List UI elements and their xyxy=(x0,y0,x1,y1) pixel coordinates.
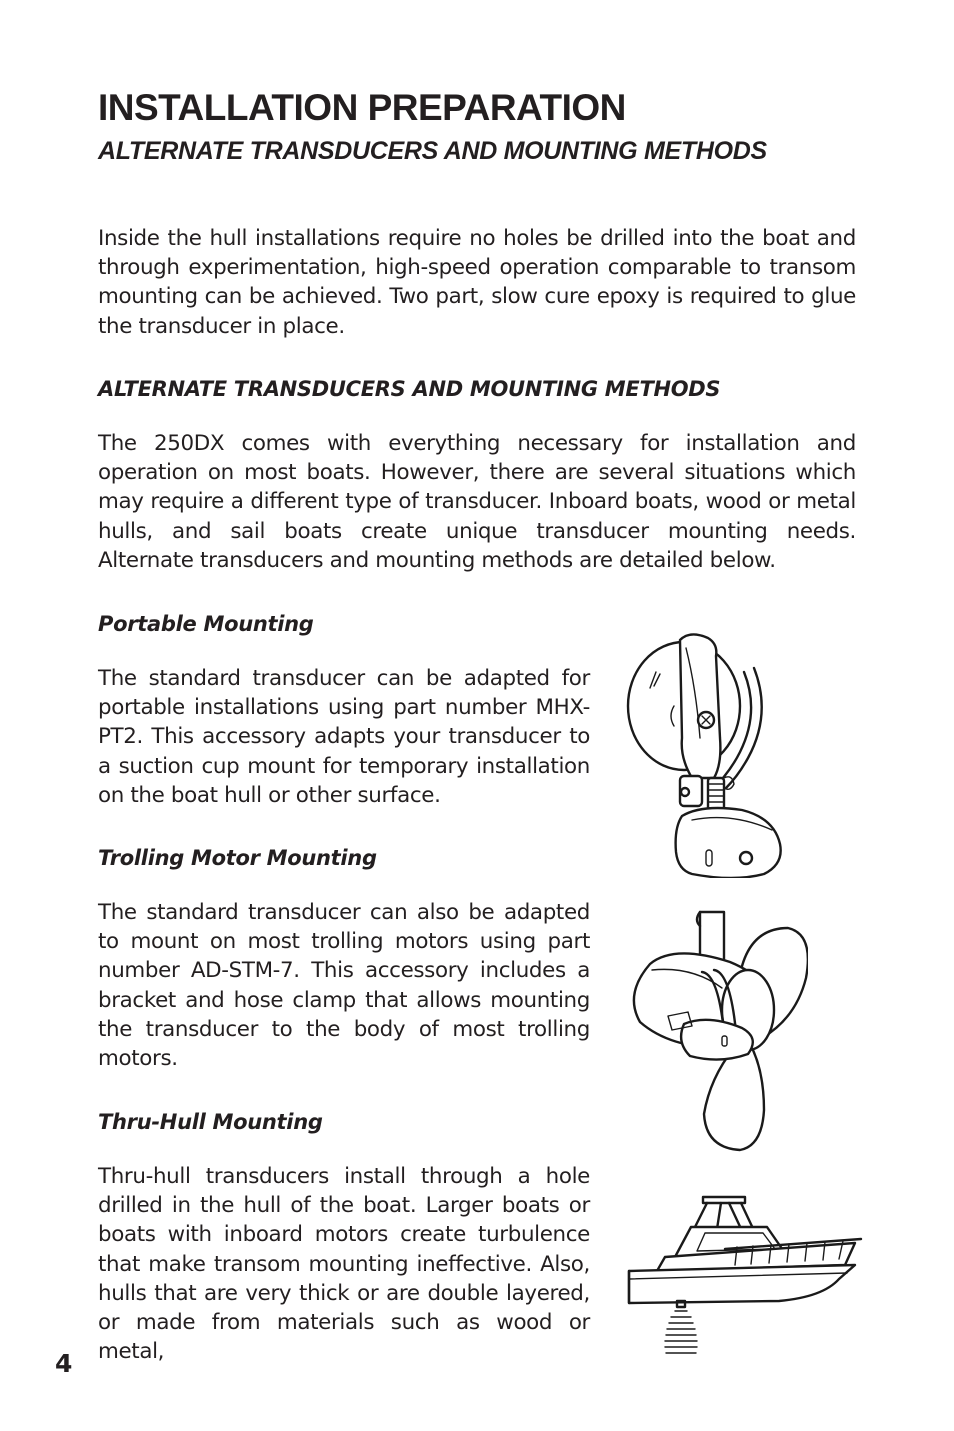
section-heading-alternate: ALTERNATE TRANSDUCERS AND MOUNTING METHODS xyxy=(98,377,721,401)
portable-paragraph: The standard transducer can be adapted for portable installations using part number MHX-PT2. This accessory adapts your transducer to a suction cup mount for temporary installation on the boat hull or other surface. xyxy=(98,666,590,808)
page-subtitle: ALTERNATE TRANSDUCERS AND MOUNTING METHODS xyxy=(98,137,767,165)
page-title: INSTALLATION PREPARATION xyxy=(98,87,626,128)
page-number: 4 xyxy=(55,1349,73,1378)
thruhull-paragraph: Thru-hull transducers install through a hole drilled in the hull of the boat. Larger boats or boats with inboard motors create turbulence that make transom mounting ineffective. Also, hulls that are very thick or are double layered, or made from materials such as wood or metal, xyxy=(98,1164,590,1365)
section-heading-portable: Portable Mounting xyxy=(98,612,314,636)
section-heading-trolling: Trolling Motor Mounting xyxy=(98,846,377,870)
suction-cup-mount-illustration xyxy=(622,628,792,878)
section-heading-thruhull: Thru-Hull Mounting xyxy=(98,1110,323,1134)
trolling-motor-mount-illustration xyxy=(628,908,808,1156)
intro-paragraph: Inside the hull installations require no holes be drilled into the boat and through experimentation, high-speed operation comparable to transom mounting can be achieved. Two part, slow cure epoxy is required to glue the transducer in place. xyxy=(98,226,856,339)
trolling-paragraph: The standard transducer can also be adapted to mount on most trolling motors using part number AD-STM-7. This accessory includes a bracket and hose clamp that allows mounting the transducer to the body of most trolling motors. xyxy=(98,900,590,1072)
alternate-paragraph: The 250DX comes with everything necessary for installation and operation on most boats. However, there are several situations which may require a different type of transducer. Inboard boats, wood or metal hulls, and sail boats create unique transducer mounting needs. Alternate transducers and mounting methods are detailed below. xyxy=(98,431,856,573)
thru-hull-boat-illustration xyxy=(625,1193,870,1361)
